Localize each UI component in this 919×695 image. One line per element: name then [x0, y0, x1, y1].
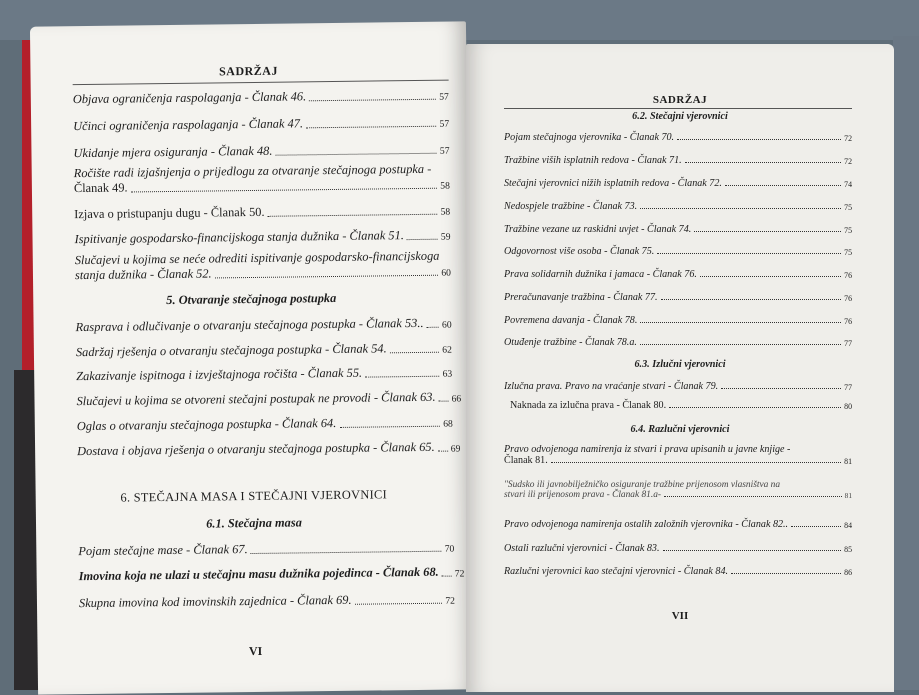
- toc-entry: Povremena davanja - Članak 78. 76: [504, 315, 852, 326]
- toc-entry: Imovina koja ne ulazi u stečajnu masu dužnika pojedinca - Članak 68. 72: [78, 564, 465, 584]
- toc-entry: Pojam stečajne mase - Članak 67. 70: [78, 542, 455, 559]
- toc-entry: Oglas o otvaranju stečajnoga postupka - Članak 64. 68: [76, 415, 453, 434]
- toc-entry: Slučajevi u kojima se otvoreni stečajni postupak ne provodi - Članak 63. 66: [76, 389, 462, 409]
- toc-entry: Ostali razlučni vjerovnici - Članak 83. 85: [504, 543, 852, 554]
- title-rule: [504, 108, 852, 109]
- toc-entry: "Sudsko ili javnobilježničko osiguranje tražbine prijenosom vlasništva na stvari ili prijenosom prava - Članak 81.a- 81: [504, 480, 852, 500]
- toc-entry: Sadržaj rješenja o otvaranju stečajnoga postupka - Članak 54. 62: [75, 341, 452, 360]
- toc-entry: Slučajevi u kojima se neće odrediti ispitivanje gospodarsko-financijskoga stanja dužnika - Članak 52. 60: [74, 248, 452, 283]
- toc-entry: Skupna imovina kod imovinskih zajednica - Članak 69. 72: [78, 592, 456, 611]
- chapter-heading: 6. STEČAJNA MASA I STEČAJNI VJEROVNICI: [120, 487, 388, 505]
- section-heading: 6.1. Stečajna masa: [206, 515, 302, 531]
- toc-entry: Preračunavanje tražbina - Članak 77. 76: [504, 292, 852, 303]
- toc-entry: Otuđenje tražbine - Članak 78.a. 77: [504, 337, 852, 348]
- page-title: SADRŽAJ: [652, 94, 708, 106]
- toc-entry: Ukidanje mjera osiguranja - Članak 48. 57: [73, 143, 450, 161]
- toc-entry: Prava solidarnih dužnika i jamaca - Članak 76. 76: [504, 269, 852, 280]
- toc-entry: Tražbine viših isplatnih redova - Članak 71. 72: [504, 155, 852, 166]
- toc-entry: Dostava i objava rješenja o otvaranju stečajnoga postupka - Članak 65. 69: [77, 439, 461, 459]
- toc-entry: Učinci ograničenja raspolaganja - Članak 47. 57: [73, 116, 450, 134]
- toc-entry: Zakazivanje ispitnoga i izvještajnoga ročišta - Članak 55. 63: [76, 365, 453, 384]
- toc-entry: Naknada za izlučna prava - Članak 80. 80: [510, 400, 852, 411]
- toc-entry: Odgovornost više osoba - Članak 75. 75: [504, 246, 852, 257]
- toc-entry: Izjava o pristupanju dugu - Članak 50. 58: [74, 204, 451, 222]
- toc-entry: Nedospjele tražbine - Članak 73. 75: [504, 201, 852, 212]
- toc-entry: Izlučna prava. Pravo na vraćanje stvari - Članak 79. 77: [504, 381, 852, 392]
- toc-entry: Objava ograničenja raspolaganja - Članak 46. 57: [72, 89, 449, 107]
- toc-entry: Stečajni vjerovnici nižih isplatnih redova - Članak 72. 74: [504, 178, 852, 189]
- toc-entry: Pravo odvojenoga namirenja ostalih založnih vjerovnika - Članak 82.. 84: [504, 519, 852, 530]
- left-page: [30, 21, 474, 694]
- page-title: SADRŽAJ: [218, 63, 278, 79]
- toc-entry: Ročište radi izjašnjenja o prijedlogu za otvaranje stečajnoga postupka - Članak 49. 58: [73, 161, 450, 196]
- section-heading: 5. Otvaranje stečajnoga postupka: [166, 290, 337, 308]
- toc-entry: Tražbine vezane uz raskidni uvjet - Članak 74. 75: [504, 224, 852, 235]
- background-right-edge: [893, 36, 919, 690]
- section-heading: 6.4. Razlučni vjerovnici: [630, 424, 730, 435]
- section-heading: 6.3. Izlučni vjerovnici: [634, 359, 726, 370]
- toc-entry: Pojam stečajnoga vjerovnika - Članak 70. 72: [504, 132, 852, 143]
- toc-entry: Ispitivanje gospodarsko-financijskoga stanja dužnika - Članak 51. 59: [74, 228, 451, 247]
- page-number: VII: [671, 610, 689, 622]
- right-page: [466, 44, 894, 692]
- section-heading: 6.2. Stečajni vjerovnici: [632, 111, 728, 122]
- page-number: VI: [248, 643, 263, 659]
- toc-entry: Rasprava i odlučivanje o otvaranju stečajnoga postupka - Članak 53.. 60: [75, 315, 452, 335]
- toc-entry: Pravo odvojenoga namirenja iz stvari i prava upisanih u javne knjige - Članak 81. 81: [504, 444, 852, 466]
- toc-entry: Razlučni vjerovnici kao stečajni vjerovnici - Članak 84. 86: [504, 566, 852, 577]
